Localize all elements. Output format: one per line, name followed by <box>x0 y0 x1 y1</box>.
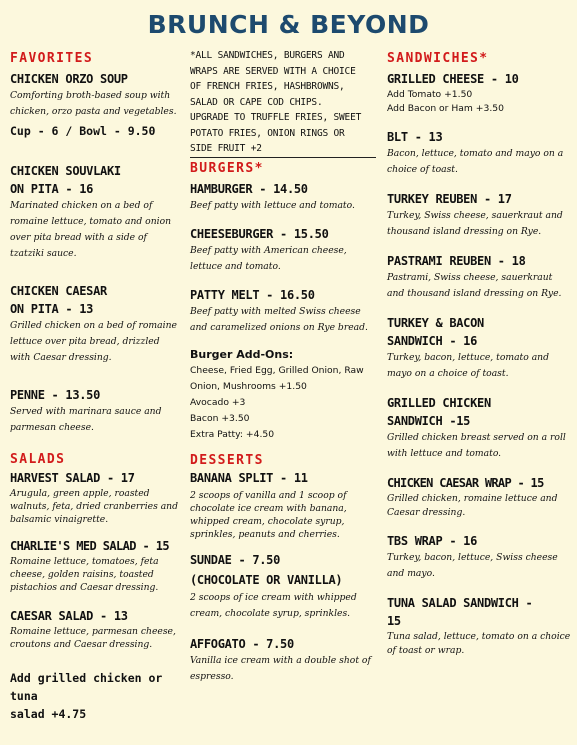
burgers-heading: BURGERS* <box>190 160 264 176</box>
menu-title: BRUNCH & BEYOND <box>147 10 430 39</box>
salad-add-on-note: Add grilled chicken or tuna salad +4.75 <box>10 671 163 721</box>
item-description: Grilled chicken breast served on a roll with lettuce and tomato. <box>387 432 566 459</box>
item-name: HARVEST SALAD - 17 <box>10 471 135 485</box>
item-description: Turkey, Swiss cheese, sauerkraut and thousand island dressing on Rye. <box>387 210 563 237</box>
item-description: Arugula, green apple, roasted walnuts, feta, dried cranberries and balsamic vinaigrette. <box>10 488 178 525</box>
item-description: 2 scoops of ice cream with whipped cream, chocolate syrup, sprinkles. <box>190 591 357 619</box>
item-description: Romaine lettuce, tomatoes, feta cheese, golden raisins, toasted pistachios and Caesar dressing. <box>10 556 159 593</box>
item-name: BANANA SPLIT - 11 <box>190 470 308 485</box>
item-name: PASTRAMI REUBEN - 18 <box>387 254 526 268</box>
menu-item-tuna-salad-sandwich <box>387 594 571 658</box>
menu-item-charlies-med-salad <box>10 537 182 594</box>
menu-item-pastrami-reuben <box>387 252 571 302</box>
item-description: Add Tomato +1.50 Add Bacon or Ham +3.50 <box>387 89 504 114</box>
menu-item-harvest-salad <box>10 469 182 526</box>
menu-item-chicken-orzo-soup <box>10 70 182 140</box>
item-description: Grilled chicken, romaine lettuce and Caesar dressing. <box>387 493 558 518</box>
item-price: Cup - 6 / Bowl - 9.50 <box>10 124 156 138</box>
item-name: CHICKEN SOUVLAKI ON PITA - 16 <box>10 164 121 196</box>
item-name: PENNE - 13.50 <box>10 388 101 402</box>
menu-item-blt <box>387 128 571 178</box>
item-description: Turkey, bacon, lettuce, Swiss cheese and mayo. <box>387 552 558 579</box>
item-description: Turkey, bacon, lettuce, tomato and mayo on a choice of toast. <box>387 352 549 379</box>
item-name: BLT - 13 <box>387 130 443 144</box>
item-name: TBS WRAP - 16 <box>387 534 478 548</box>
menu-item-cheeseburger <box>190 225 378 275</box>
favorites-heading: FAVORITES <box>10 51 94 66</box>
menu-item-grilled-chicken-sandwich <box>387 394 571 462</box>
menu-item-chicken-caesar-pita <box>10 282 182 366</box>
menu-item-chicken-caesar-wrap <box>387 474 571 520</box>
item-name: CHICKEN CAESAR WRAP - 15 <box>387 476 544 490</box>
menu-item-penne <box>10 386 182 436</box>
divider <box>190 157 376 158</box>
item-description: Grilled chicken on a bed of romaine lettuce over pita bread, drizzled with Caesar dressing. <box>10 320 177 363</box>
menu-item-caesar-salad <box>10 607 182 651</box>
menu-item-patty-melt <box>190 286 378 336</box>
item-name: PATTY MELT - 16.50 <box>190 287 315 302</box>
item-description: Beef patty with melted Swiss cheese and caramelized onions on Rye bread. <box>190 305 368 333</box>
menu-item-turkey-bacon-sandwich <box>387 314 571 382</box>
menu-item-chicken-souvlaki <box>10 162 182 262</box>
item-description: Vanilla ice cream with a double shot of espresso. <box>190 654 371 682</box>
left-column <box>10 48 182 723</box>
menu-item-tbs-wrap <box>387 532 571 582</box>
item-description: Beef patty with lettuce and tomato. <box>190 199 355 211</box>
salads-heading: SALADS <box>10 452 66 467</box>
menu-item-affogato <box>190 635 378 685</box>
item-name: TUNA SALAD SANDWICH - 15 <box>387 596 533 628</box>
middle-column <box>190 48 378 685</box>
menu-item-sundae <box>190 550 378 622</box>
item-name: HAMBURGER - 14.50 <box>190 181 308 196</box>
item-name: SUNDAE - 7.50 (CHOCOLATE OR VANILLA) <box>190 552 343 587</box>
item-name: TURKEY & BACON SANDWICH - 16 <box>387 316 484 348</box>
sandwiches-heading: SANDWICHES* <box>387 51 489 66</box>
item-description: Romaine lettuce, parmesan cheese, croutons and Caesar dressing. <box>10 626 176 650</box>
item-description: Bacon, lettuce, tomato and mayo on a choice of toast. <box>387 148 564 175</box>
item-name: TURKEY REUBEN - 17 <box>387 192 512 206</box>
burger-addons-heading: Burger Add-Ons: <box>190 347 294 361</box>
item-description: Comforting broth-based soup with chicken, orzo pasta and vegetables. <box>10 90 177 117</box>
item-name: CHICKEN ORZO SOUP <box>10 72 128 86</box>
item-description: Marinated chicken on a bed of romaine lettuce, tomato and onion over pita bread with a side of tzatziki sauce. <box>10 200 172 259</box>
item-description: Beef patty with American cheese, lettuce and tomato. <box>190 244 347 272</box>
item-name: CHICKEN CAESAR ON PITA - 13 <box>10 284 107 316</box>
item-description: Pastrami, Swiss cheese, sauerkraut and thousand island dressing on Rye. <box>387 272 562 299</box>
sides-notice: *ALL SANDWICHES, BURGERS AND WRAPS ARE SERVED WITH A CHOICE OF FRENCH FRIES, HASHBROWNS, SALAD OR CAPE COD CHIPS. UPGRADE TO TRUFFLE FRIES, SWEET POTATO FRIES, ONION RINGS OR SIDE FRUIT +2 <box>190 50 362 154</box>
item-description: Tuna salad, lettuce, tomato on a choice of toast or wrap. <box>387 631 571 656</box>
menu-item-hamburger <box>190 180 378 214</box>
item-name: CHEESEBURGER - 15.50 <box>190 226 329 241</box>
item-name: CAESAR SALAD - 13 <box>10 609 128 623</box>
desserts-heading: DESSERTS <box>190 452 264 468</box>
item-name: CHARLIE'S MED SALAD - 15 <box>10 539 169 553</box>
item-name: GRILLED CHICKEN SANDWICH -15 <box>387 396 491 428</box>
item-name: GRILLED CHEESE - 10 <box>387 72 519 86</box>
menu-item-grilled-cheese <box>387 70 571 116</box>
menu-item-banana-split <box>190 469 378 541</box>
menu-item-turkey-reuben <box>387 190 571 240</box>
right-column <box>387 48 571 658</box>
item-description: 2 scoops of vanilla and 1 scoop of chocolate ice cream with banana, whipped cream, chocolate syrup, sprinkles, peanuts and cherries. <box>190 489 347 540</box>
burger-addons-list: Cheese, Fried Egg, Grilled Onion, Raw Onion, Mushrooms +1.50 Avocado +3 Bacon +3.50 Extra Patty: +4.50 <box>190 364 364 440</box>
item-name: AFFOGATO - 7.50 <box>190 636 294 651</box>
item-description: Served with marinara sauce and parmesan cheese. <box>10 406 162 433</box>
